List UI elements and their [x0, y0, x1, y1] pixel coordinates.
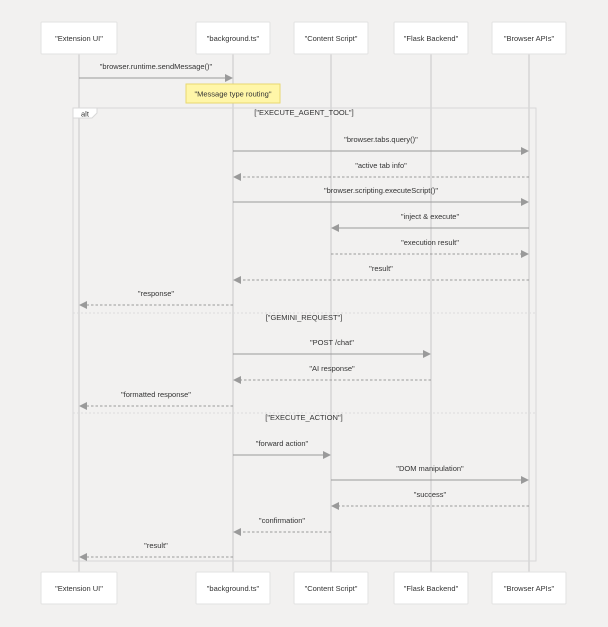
message-arrow: [233, 135, 528, 151]
alt-condition: ["GEMINI_REQUEST"]: [265, 313, 343, 322]
note-text: "Message type routing": [194, 89, 272, 99]
message-label: "result": [144, 541, 168, 550]
message-label: "DOM manipulation": [396, 464, 464, 473]
message-arrow: [234, 516, 331, 532]
message-label: "response": [137, 289, 175, 298]
message-arrow: [234, 161, 529, 177]
participant-label: "background.ts": [206, 584, 260, 593]
message-label: "browser.runtime.sendMessage()": [99, 62, 213, 71]
participant-top-bg: [196, 22, 270, 54]
participant-top-ui: [41, 22, 117, 54]
message-label: "execution result": [401, 238, 459, 247]
alt-condition: ["EXECUTE_AGENT_TOOL"]: [254, 108, 354, 117]
participant-label: "Browser APIs": [503, 584, 555, 593]
message-label: "POST /chat": [310, 338, 354, 347]
participant-label: "Extension UI": [55, 34, 103, 43]
participant-top-ba: [492, 22, 566, 54]
participant-label: "Flask Backend": [403, 584, 459, 593]
participant-bottom-ui: [41, 572, 117, 604]
alt-condition: ["EXECUTE_ACTION"]: [265, 413, 343, 422]
participant-bottom-fb: [394, 572, 468, 604]
participant-label: "Flask Backend": [403, 34, 459, 43]
message-label: "result": [369, 264, 393, 273]
message-arrow: [80, 390, 233, 406]
message-label: "success": [413, 490, 447, 499]
message-arrow: [80, 289, 233, 305]
message-arrow: [233, 186, 528, 202]
message-label: "formatted response": [121, 390, 191, 399]
message-label: "browser.scripting.executeScript()": [323, 186, 439, 195]
participant-bottom-cs: [294, 572, 368, 604]
message-label: "inject & execute": [400, 212, 460, 221]
message-arrow: [234, 264, 529, 280]
participant-label: "Extension UI": [55, 584, 103, 593]
message-label: "AI response": [309, 364, 355, 373]
message-arrow: [233, 439, 330, 455]
participant-label: "Browser APIs": [503, 34, 555, 43]
participant-label: "Content Script": [304, 34, 358, 43]
participant-label: "background.ts": [206, 34, 260, 43]
participant-bottom-ba: [492, 572, 566, 604]
message-arrow: [79, 62, 232, 78]
alt-label: alt: [81, 109, 89, 119]
message-arrow: [234, 364, 431, 380]
message-label: "browser.tabs.query()": [344, 135, 418, 144]
alt-fragment: [73, 108, 536, 561]
message-arrow: [331, 238, 528, 254]
participant-top-fb: [394, 22, 468, 54]
message-arrow: [80, 541, 233, 557]
message-label: "active tab info": [355, 161, 407, 170]
note: [186, 84, 280, 103]
participant-label: "Content Script": [304, 584, 358, 593]
message-label: "confirmation": [258, 516, 306, 525]
participant-top-cs: [294, 22, 368, 54]
message-label: "forward action": [255, 439, 309, 448]
message-arrow: [331, 464, 528, 480]
participant-bottom-bg: [196, 572, 270, 604]
alt-tag: [73, 108, 97, 119]
